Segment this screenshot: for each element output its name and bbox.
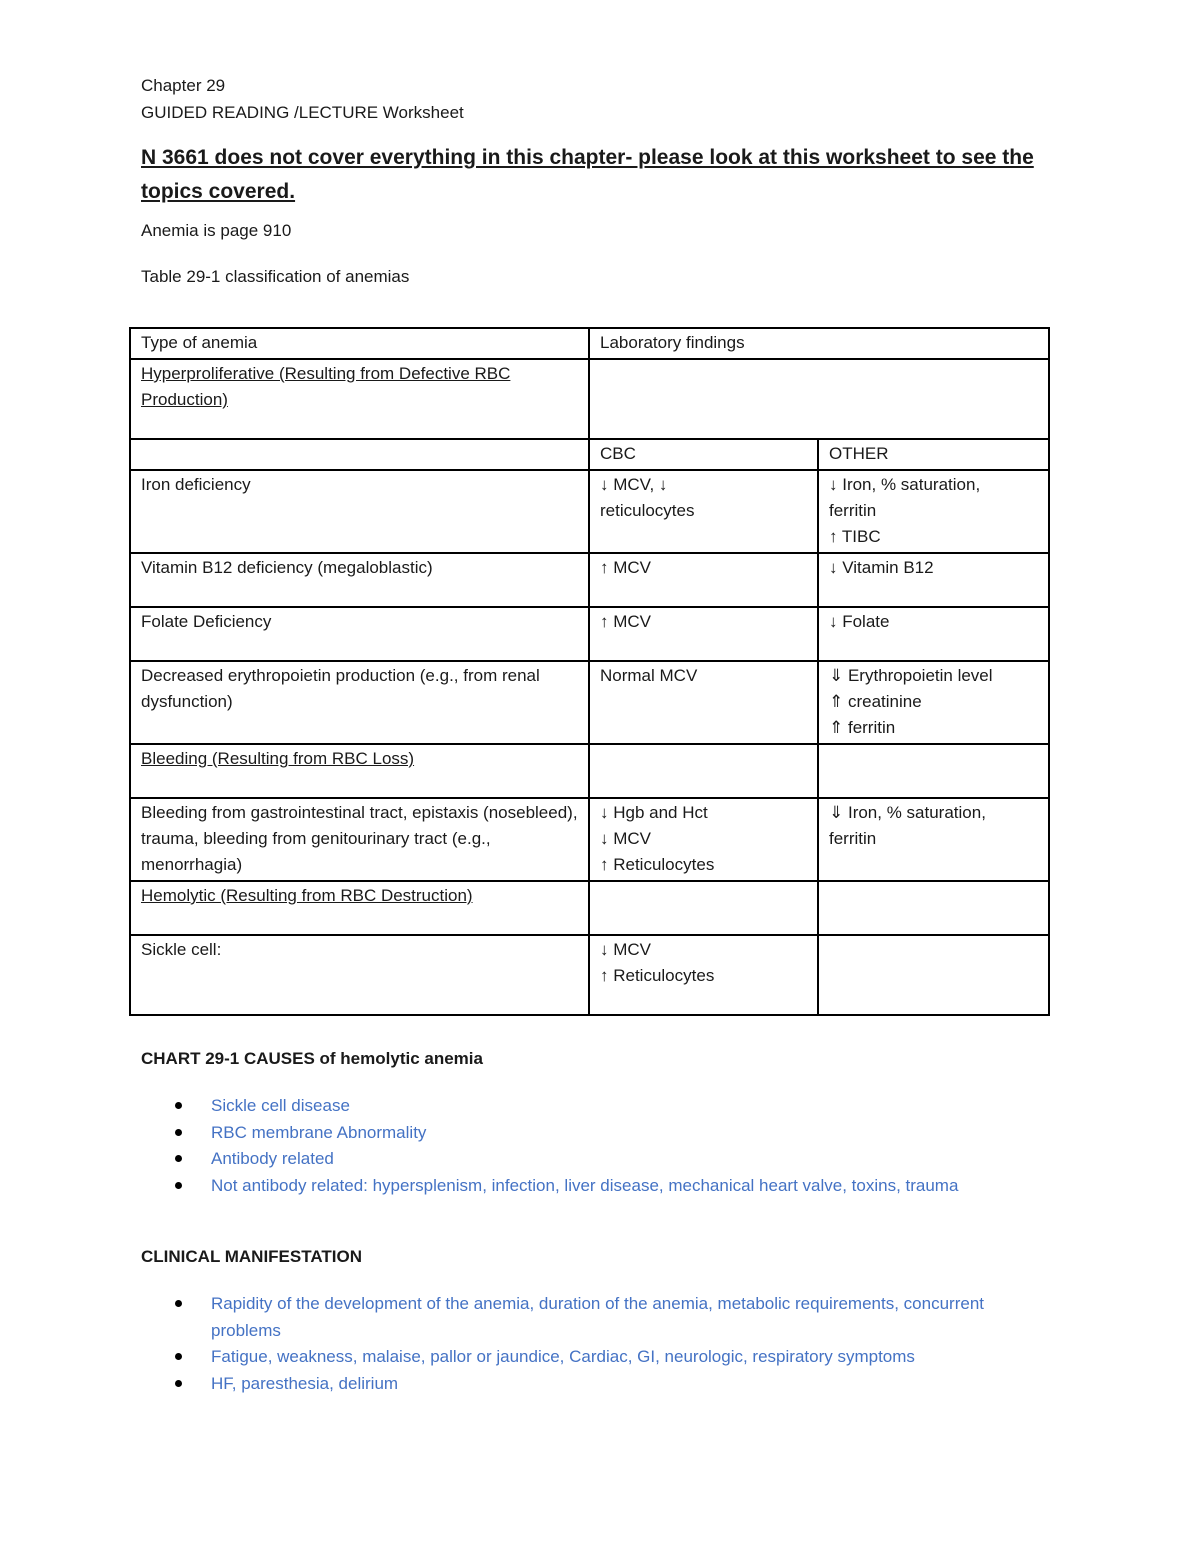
list-item: Sickle cell disease	[170, 1093, 1030, 1120]
table-row	[130, 359, 1049, 439]
row-cbc: ↓ Hgb and Hct ↓ MCV ↑ Reticulocytes	[589, 798, 818, 881]
worksheet-subtitle: GUIDED READING /LECTURE Worksheet	[141, 103, 464, 122]
row-type: Decreased erythropoietin production (e.g., from renal dysfunction)	[130, 661, 589, 744]
list-item: HF, paresthesia, delirium	[170, 1371, 1030, 1398]
list-item: Antibody related	[170, 1146, 1030, 1173]
bullet-icon	[175, 1353, 182, 1360]
causes-title: CHART 29-1 CAUSES of hemolytic anemia	[141, 1049, 483, 1068]
row-other: ⇓ Erythropoietin level ⇑ creatinine ⇑ ferritin	[818, 661, 1049, 744]
document-header	[141, 72, 1051, 289]
row-type: Sickle cell:	[130, 935, 589, 1015]
section-hemolytic: Hemolytic (Resulting from RBC Destruction)	[130, 881, 589, 935]
section-hyperproliferative: Hyperproliferative (Resulting from Defective RBC Production)	[130, 359, 589, 439]
table-row	[130, 798, 1049, 881]
bullet-icon	[175, 1182, 182, 1189]
row-cbc: Normal MCV	[589, 661, 818, 744]
row-other: ↓ Folate	[818, 607, 1049, 661]
chapter-label: Chapter 29	[141, 76, 226, 95]
row-type: Bleeding from gastrointestinal tract, epistaxis (nosebleed), trauma, bleeding from genitourinary tract (e.g., menorrhagia)	[130, 798, 589, 881]
table-row	[130, 607, 1049, 661]
table-caption: Table 29-1 classification of anemias	[141, 267, 410, 286]
list-item: RBC membrane Abnormality	[170, 1120, 1030, 1147]
row-type: Folate Deficiency	[130, 607, 589, 661]
list-item: Not antibody related: hypersplenism, infection, liver disease, mechanical heart valve, toxins, trauma	[170, 1173, 1030, 1200]
clinical-title: CLINICAL MANIFESTATION	[141, 1247, 362, 1266]
table-row	[130, 744, 1049, 798]
table-row	[130, 935, 1049, 1015]
subheader-cbc: CBC	[589, 439, 818, 470]
bullet-icon	[175, 1102, 182, 1109]
list-item: Rapidity of the development of the anemia, duration of the anemia, metabolic requirements, concurrent problems	[170, 1291, 1030, 1344]
bullet-icon	[175, 1129, 182, 1136]
table-row	[130, 661, 1049, 744]
anemia-page-note: Anemia is page 910	[141, 221, 292, 240]
anemia-classification-table	[129, 327, 1050, 1016]
table-row	[130, 553, 1049, 607]
row-type: Iron deficiency	[130, 470, 589, 553]
bullet-icon	[175, 1155, 182, 1162]
header-lab: Laboratory findings	[589, 328, 1049, 359]
row-type: Vitamin B12 deficiency (megaloblastic)	[130, 553, 589, 607]
row-cbc: ↓ MCV ↑ Reticulocytes	[589, 935, 818, 1015]
table-header-row	[130, 328, 1049, 359]
row-cbc: ↓ MCV, ↓ reticulocytes	[589, 470, 818, 553]
list-item: Fatigue, weakness, malaise, pallor or jaundice, Cardiac, GI, neurologic, respiratory symptoms	[170, 1344, 1030, 1371]
row-other: ↓ Vitamin B12	[818, 553, 1049, 607]
coverage-notice: N 3661 does not cover everything in this chapter- please look at this worksheet to see the topics covered.	[141, 146, 1034, 203]
causes-list	[170, 1093, 1030, 1199]
section-bleeding: Bleeding (Resulting from RBC Loss)	[130, 744, 589, 798]
row-cbc: ↑ MCV	[589, 553, 818, 607]
header-type: Type of anemia	[130, 328, 589, 359]
row-other: ↓ Iron, % saturation, ferritin ↑ TIBC	[818, 470, 1049, 553]
row-cbc: ↑ MCV	[589, 607, 818, 661]
row-other: ⇓ Iron, % saturation, ferritin	[818, 798, 1049, 881]
bullet-icon	[175, 1300, 182, 1307]
table-row	[130, 881, 1049, 935]
table-subheader-row	[130, 439, 1049, 470]
subheader-other: OTHER	[818, 439, 1049, 470]
clinical-list	[170, 1291, 1030, 1397]
table-row	[130, 470, 1049, 553]
bullet-icon	[175, 1380, 182, 1387]
